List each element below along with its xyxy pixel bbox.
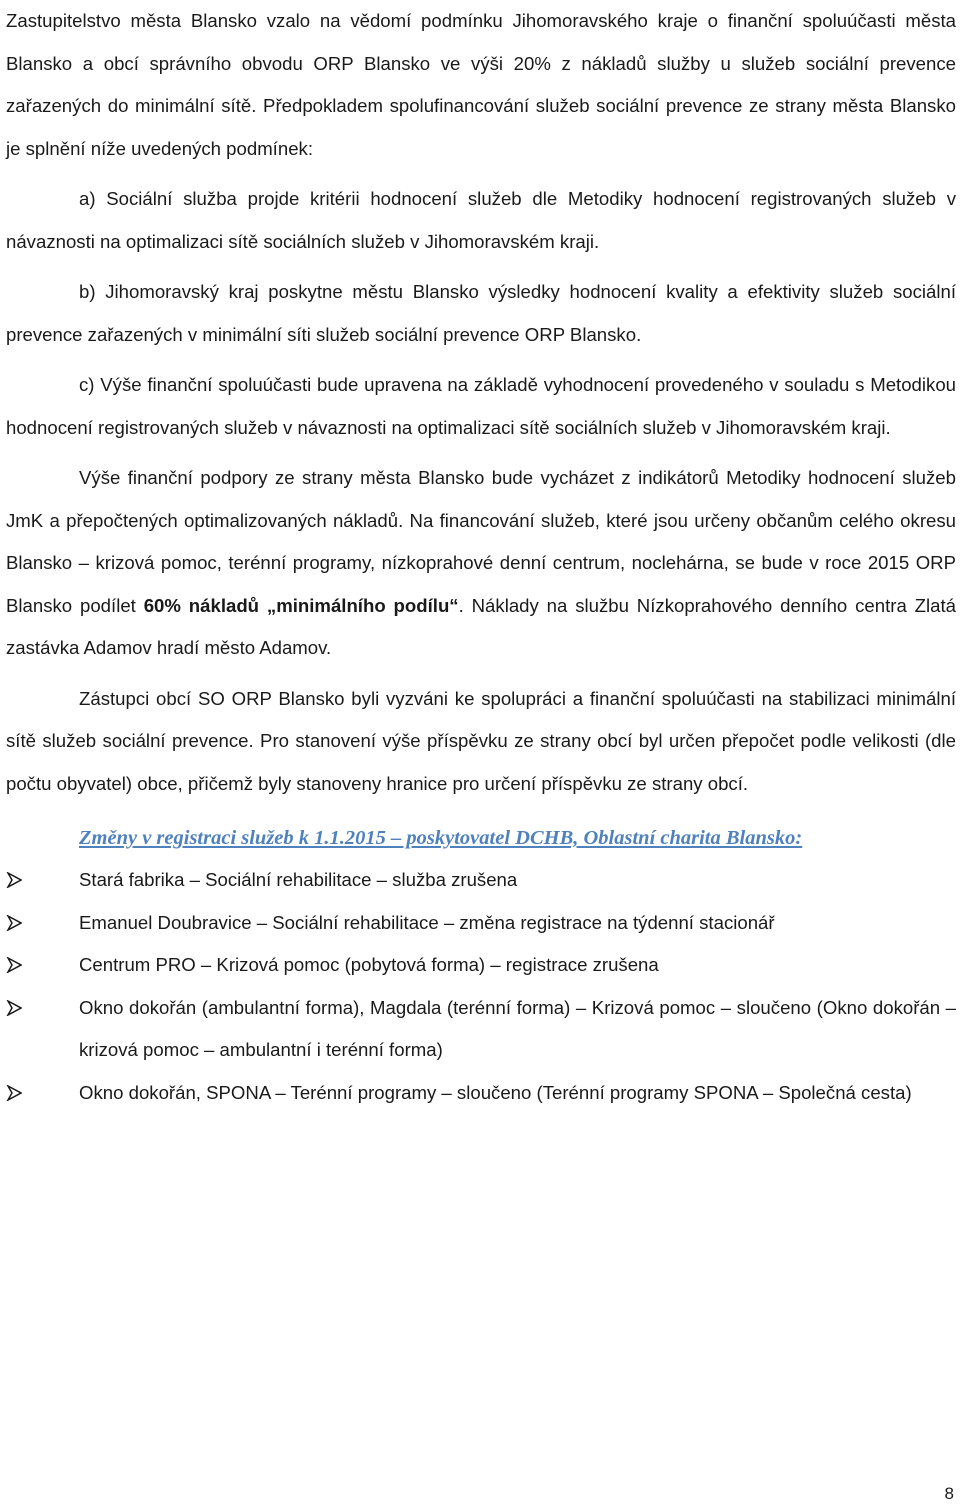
municipalities-paragraph: Zástupci obcí SO ORP Blansko byli vyzváni ke spolupráci a finanční spoluúčasti na stabilizaci minimální sítě služeb sociální prevence. Pro stanovení výše příspěvku ze strany obcí byl určen přepočet podle velikosti (dle počtu obyvatel) obce, přičemž byly stanoveny hranice pro určení příspěvku ze strany obcí. (6, 687, 956, 794)
arrowhead-bullet-icon (6, 902, 24, 944)
arrowhead-bullet-icon (6, 944, 24, 986)
list-item (6, 944, 956, 987)
condition-a: a) Sociální služba projde kritérii hodnocení služeb dle Metodiky hodnocení registrovaných služeb v návaznosti na optimalizaci sítě sociálních služeb v Jihomoravském kraji. (6, 188, 956, 252)
list-item-text: Okno dokořán (ambulantní forma), Magdala (terénní forma) – Krizová pomoc – sloučeno (Okno dokořán – krizová pomoc – ambulantní i terénní forma) (79, 996, 956, 1060)
changes-list (6, 859, 956, 1114)
financial-support-paragraph (6, 457, 956, 670)
section-heading (6, 817, 956, 859)
condition-c: c) Výše finanční spoluúčasti bude upravena na základě vyhodnocení provedeného v souladu s Metodikou hodnocení registrovaných služeb v návaznosti na optimalizaci sítě sociálních služeb v Jihomoravském kraji. (6, 374, 956, 438)
financial-support-text: Výše finanční podpory ze strany města Blansko bude vycházet z indikátorů Metodiky hodnocení služeb JmK a přepočtených optimalizovaných nákladů. Na financování služeb, které jsou určeny občanům celého okresu Blansko – krizová pomoc, terénní programy, nízkoprahové denní centrum, noclehárna, se bude v roce 2015 ORP Blansko podílet (6, 467, 956, 616)
list-item (6, 1072, 956, 1115)
financial-support-tail: . Náklady na službu Nízkoprahového denního centra Zlatá zastávka Adamov hradí město Adamov. (6, 594, 957, 658)
arrowhead-bullet-icon (6, 987, 24, 1029)
financial-support-bold: 60% nákladů „minimálního podílu“ (143, 594, 459, 616)
document-page (6, 0, 956, 1114)
arrowhead-bullet-icon (6, 1072, 24, 1114)
list-item (6, 859, 956, 902)
intro-paragraph: Zastupitelstvo města Blansko vzalo na vědomí podmínku Jihomoravského kraje o finanční spoluúčasti města Blansko a obcí správního obvodu ORP Blansko ve výši 20% z nákladů služby u služeb sociální prevence zařazených do minimální sítě. Předpokladem spolufinancování služeb sociální prevence ze strany města Blansko je splnění níže uvedených podmínek: (6, 10, 956, 159)
page-number: 8 (944, 1484, 954, 1503)
list-item-text: Okno dokořán, SPONA – Terénní programy – sloučeno (Terénní programy SPONA – Společná cesta) (79, 1081, 912, 1103)
section-heading-text: Změny v registraci služeb k 1.1.2015 – poskytovatel DCHB, Oblastní charita Blansko: (79, 827, 803, 849)
list-item (6, 987, 956, 1072)
list-item (6, 902, 956, 945)
condition-b: b) Jihomoravský kraj poskytne městu Blansko výsledky hodnocení kvality a efektivity služeb sociální prevence zařazených v minimální síti služeb sociální prevence ORP Blansko. (6, 281, 956, 345)
arrowhead-bullet-icon (6, 859, 24, 901)
list-item-text: Stará fabrika – Sociální rehabilitace – služba zrušena (79, 869, 518, 890)
list-item-text: Centrum PRO – Krizová pomoc (pobytová forma) – registrace zrušena (79, 954, 659, 975)
list-item-text: Emanuel Doubravice – Sociální rehabilitace – změna registrace na týdenní stacionář (79, 911, 775, 933)
